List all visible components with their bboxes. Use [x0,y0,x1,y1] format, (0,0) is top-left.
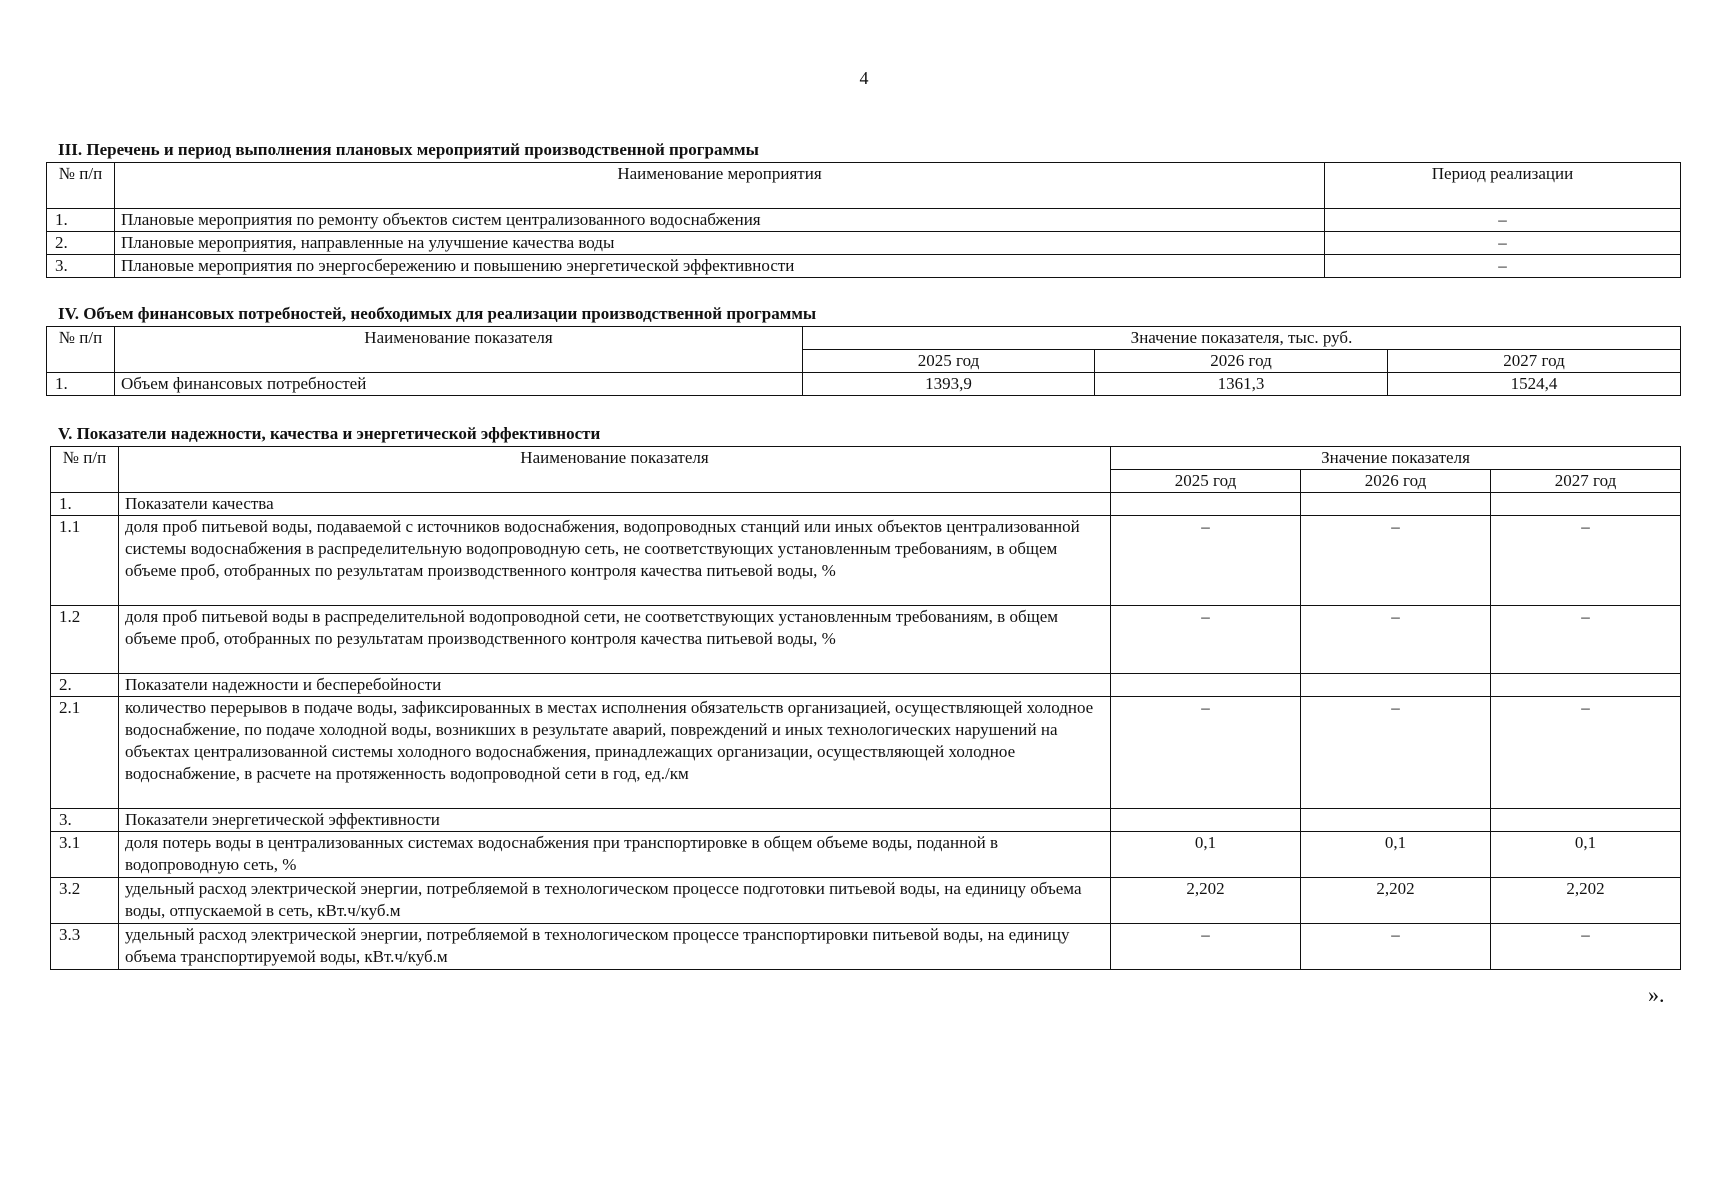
row-name: Показатели энергетической эффективности [119,809,1111,832]
table-row [51,697,1681,809]
row-value: 2,202 [1491,878,1681,924]
table-row [47,255,1681,278]
row-value [1111,674,1301,697]
indicators-table [50,446,1681,970]
row-no: 2. [47,232,115,255]
row-no: 2. [51,674,119,697]
table-header-row [51,447,1681,470]
table-row [47,232,1681,255]
header-year: 2027 год [1388,350,1681,373]
row-value [1301,809,1491,832]
row-no: 3. [47,255,115,278]
table-group-row [51,809,1681,832]
row-name: Плановые мероприятия по энергосбережению и повышению энергетической эффективности [115,255,1325,278]
table-row [51,878,1681,924]
header-value: Значение показателя [1111,447,1681,470]
closing-quote: ». [1648,982,1665,1007]
row-name: Плановые мероприятия, направленные на улучшение качества воды [115,232,1325,255]
row-no: 1. [51,493,119,516]
table-row [51,832,1681,878]
row-name: удельный расход электрической энергии, потребляемой в технологическом процессе подготовки питьевой воды, на единицу объема воды, отпускаемой в сеть, кВт.ч/куб.м [119,878,1111,924]
row-name: доля проб питьевой воды в распределительной водопроводной сети, не соответствующих установленным требованиям, в общем объеме проб, отобранных по результатам производственного контроля качества питьевой воды, % [119,606,1111,674]
row-value: 1361,3 [1095,373,1388,396]
section-4-title: IV. Объем финансовых потребностей, необходимых для реализации производственной программы [58,304,817,323]
section-3-title: III. Перечень и период выполнения плановых мероприятий производственной программы [58,140,759,159]
row-value [1301,493,1491,516]
row-no: 3.1 [51,832,119,878]
row-value: – [1491,697,1681,809]
header-year: 2026 год [1095,350,1388,373]
row-value: 0,1 [1491,832,1681,878]
financial-needs-table [46,326,1681,396]
row-name: Показатели качества [119,493,1111,516]
row-value: 0,1 [1111,832,1301,878]
row-value [1491,493,1681,516]
table-row [51,516,1681,606]
table-header-row [47,327,1681,350]
row-value: – [1301,697,1491,809]
row-value: – [1111,924,1301,970]
row-period: – [1325,255,1681,278]
header-year: 2027 год [1491,470,1681,493]
header-period: Период реализации [1325,163,1681,209]
row-no: 1. [47,373,115,396]
row-value: – [1301,606,1491,674]
row-no: 3.3 [51,924,119,970]
table-row [51,606,1681,674]
table-row [47,373,1681,396]
row-value: 0,1 [1301,832,1491,878]
header-no: № п/п [47,163,115,209]
header-value: Значение показателя, тыс. руб. [803,327,1681,350]
planned-activities-table [46,162,1681,278]
header-year: 2025 год [803,350,1095,373]
table-header-row [47,163,1681,209]
table-group-row [51,674,1681,697]
row-no: 1. [47,209,115,232]
row-value: – [1301,924,1491,970]
row-value: – [1491,516,1681,606]
row-value: – [1111,606,1301,674]
table-group-row [51,493,1681,516]
row-value: – [1111,516,1301,606]
row-value [1111,493,1301,516]
header-no: № п/п [51,447,119,493]
row-no: 1.1 [51,516,119,606]
row-name: Объем финансовых потребностей [115,373,803,396]
header-no: № п/п [47,327,115,373]
header-year: 2026 год [1301,470,1491,493]
header-indicator-name: Наименование показателя [119,447,1111,493]
section-5-title: V. Показатели надежности, качества и энергетической эффективности [58,424,601,443]
row-no: 1.2 [51,606,119,674]
row-name: удельный расход электрической энергии, потребляемой в технологическом процессе транспортировки питьевой воды, на единицу объема транспортируемой воды, кВт.ч/куб.м [119,924,1111,970]
row-value: 1393,9 [803,373,1095,396]
row-name: количество перерывов в подаче воды, зафиксированных в местах исполнения обязательств организацией, осуществляющей холодное водоснабжение, по подаче холодной воды, возникших в результате аварий, повреждений и иных технологических нарушений на объектах централизованной системы холодного водоснабжения, принадлежащих организации, осуществляющей холодное водоснабжение, в расчете на протяженность водопроводной сети в год, ед./км [119,697,1111,809]
row-value: 1524,4 [1388,373,1681,396]
header-year: 2025 год [1111,470,1301,493]
table-row [47,209,1681,232]
row-no: 2.1 [51,697,119,809]
row-value [1111,809,1301,832]
row-value: – [1491,606,1681,674]
row-value: – [1301,516,1491,606]
row-value [1491,674,1681,697]
row-no: 3. [51,809,119,832]
page-number: 4 [859,68,869,88]
row-value: – [1491,924,1681,970]
row-value: – [1111,697,1301,809]
row-name: доля потерь воды в централизованных системах водоснабжения при транспортировке в общем объеме воды, поданной в водопроводную сеть, % [119,832,1111,878]
row-value: 2,202 [1301,878,1491,924]
row-name: Показатели надежности и бесперебойности [119,674,1111,697]
row-period: – [1325,232,1681,255]
header-activity-name: Наименование мероприятия [115,163,1325,209]
row-period: – [1325,209,1681,232]
row-name: Плановые мероприятия по ремонту объектов систем централизованного водоснабжения [115,209,1325,232]
row-value [1491,809,1681,832]
table-row [51,924,1681,970]
row-value: 2,202 [1111,878,1301,924]
row-name: доля проб питьевой воды, подаваемой с источников водоснабжения, водопроводных станций или иных объектов централизованной системы водоснабжения в распределительную водопроводную сеть, не соответствующих установленным требованиям, в общем объеме проб, отобранных по результатам производственного контроля качества питьевой воды, % [119,516,1111,606]
row-no: 3.2 [51,878,119,924]
header-indicator-name: Наименование показателя [115,327,803,373]
row-value [1301,674,1491,697]
